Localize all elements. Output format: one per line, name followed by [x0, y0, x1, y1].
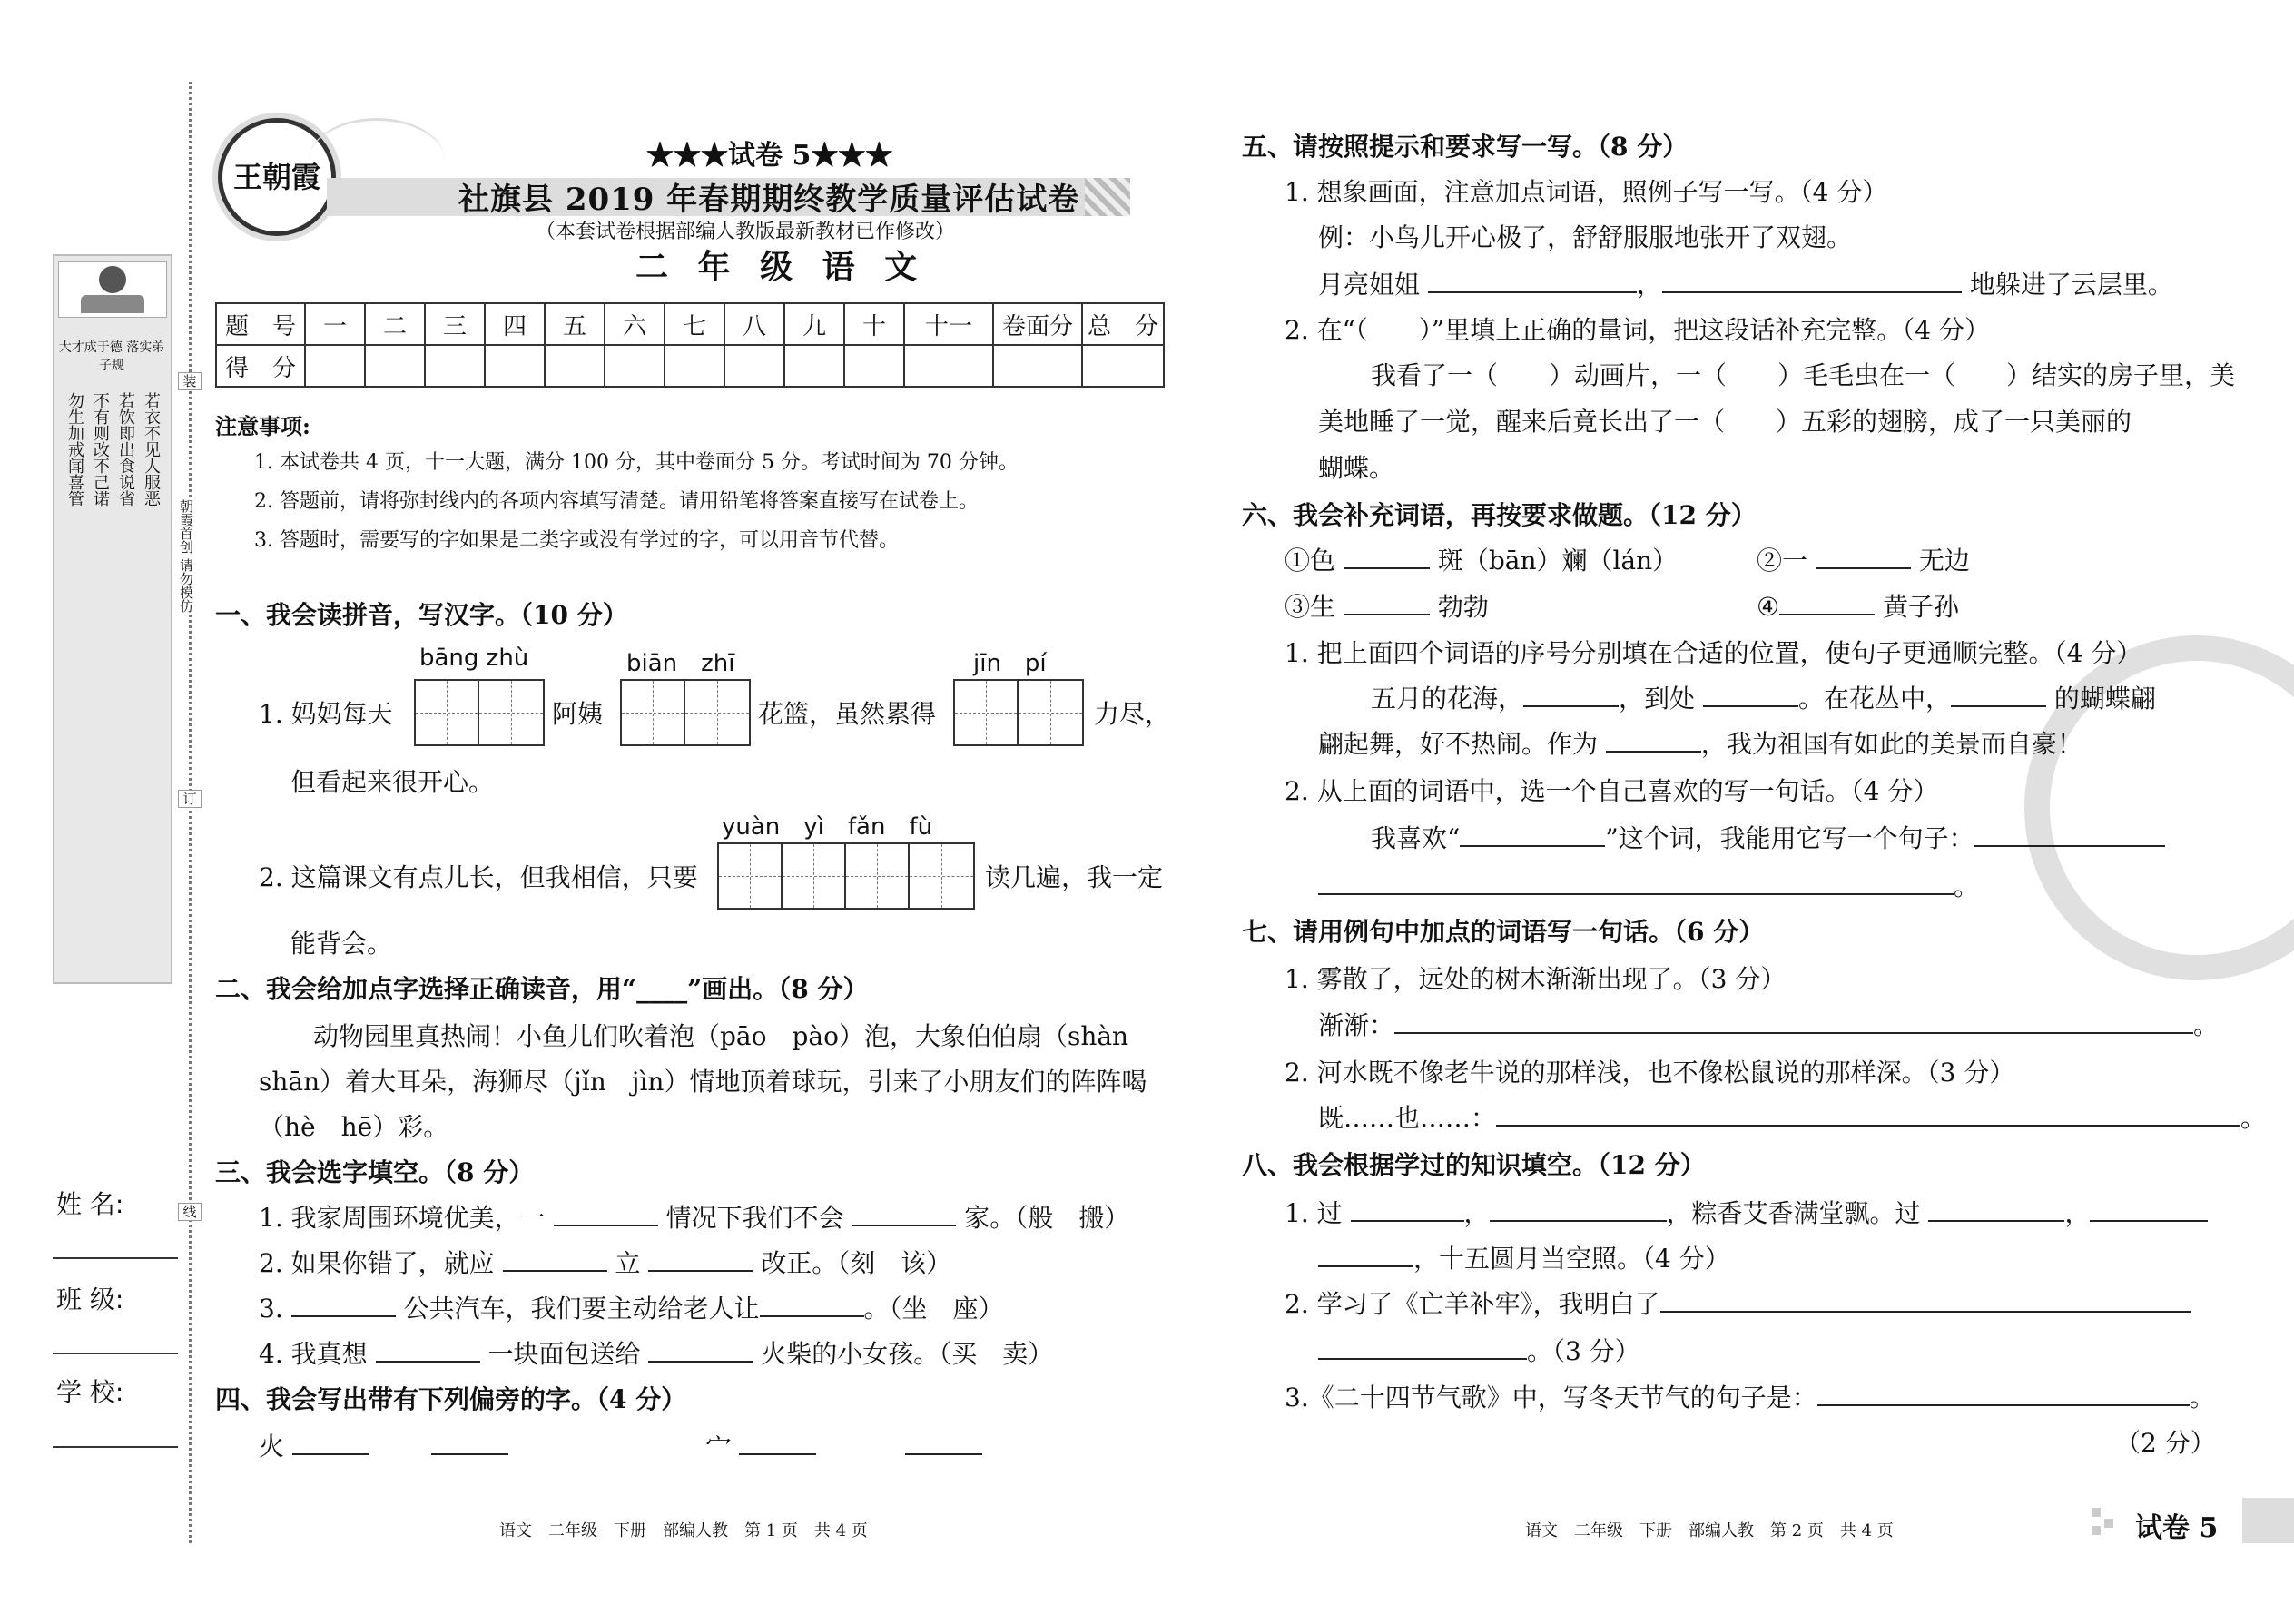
s3-q4: 4. 我真想 一块面包送给 火柴的小女孩。（买 卖） — [259, 1339, 1054, 1369]
note-item: 2. 答题前，请将弥封线内的各项内容填写清楚。请用铅笔将答案直接写在试卷上。 — [254, 490, 979, 513]
section-2-heading: 二、我会给加点字选择正确读音，用“____”画出。（8 分） — [215, 974, 869, 1004]
answer-blank[interactable] — [1606, 727, 1701, 753]
badge-decoration — [2088, 1502, 2124, 1539]
writing-grid[interactable] — [414, 679, 545, 746]
answer-blank[interactable] — [1460, 822, 1605, 847]
notes-title: 注意事项: — [215, 413, 310, 439]
motto-col: 若衣不见人服恶 — [142, 392, 161, 507]
answer-blank[interactable] — [1928, 1196, 2064, 1222]
score-row-label: 得 分 — [216, 345, 305, 387]
answer-blank[interactable] — [1523, 682, 1619, 707]
score-table — [215, 302, 1165, 388]
score-column-header: 六 — [605, 303, 665, 345]
score-cell[interactable] — [485, 345, 545, 387]
seal-cut-line — [189, 82, 192, 1543]
score-column-header: 九 — [784, 303, 844, 345]
motto-col: 不有则改不己诺 — [91, 392, 110, 507]
score-column-header: 总 分 — [1082, 303, 1164, 345]
score-column-header: 二 — [365, 303, 425, 345]
s7-q1: 1. 雾散了，远处的树木渐渐出现了。（3 分） — [1285, 964, 1787, 994]
s3-q3: 3. 公共汽车，我们要主动给老人让 。（坐 座） — [259, 1294, 1004, 1324]
s6-word-1: ①色 斑（bān）斓（lán） — [1285, 546, 1679, 576]
answer-blank[interactable] — [503, 1246, 607, 1272]
motto-col: 若饮即出食说省 — [116, 392, 135, 507]
s7-answer-1: 渐渐： 。 — [1318, 1010, 2220, 1040]
s6-paragraph: 翩起舞，好不热闹。作为 ，我为祖国有如此的美景而自豪！ — [1318, 729, 2082, 759]
score-cell[interactable] — [425, 345, 485, 387]
cut-mark: 订 — [178, 790, 202, 808]
s5-paragraph: 美地睡了一觉，醒来后竟长出了一（ ）五彩的翅膀，成了一只美丽的 — [1318, 407, 2132, 437]
section-3-heading: 三、我会选字填空。（8 分） — [215, 1157, 535, 1187]
score-cell[interactable] — [724, 345, 784, 387]
s6-word-3: ③生 勃勃 — [1285, 592, 1489, 622]
s5-moon-line: 月亮姐姐 ， 地躲进了云层里。 — [1318, 270, 2173, 300]
score-row-label: 题 号 — [216, 303, 305, 345]
title-band-pattern — [1085, 178, 1130, 216]
score-column-header: 四 — [485, 303, 545, 345]
note-item: 3. 答题时，需要写的字如果是二类字或没有学过的字，可以用音节代替。 — [254, 529, 899, 552]
answer-blank[interactable] — [1662, 268, 1962, 293]
exam-series-label: ★★★试卷 5★★★ — [646, 140, 893, 172]
score-column-header: 十一 — [904, 303, 993, 345]
score-cell[interactable] — [605, 345, 665, 387]
answer-blank[interactable] — [648, 1337, 753, 1363]
score-column-header: 八 — [724, 303, 784, 345]
score-column-header: 七 — [665, 303, 724, 345]
s5-example: 例：小鸟儿开心极了，舒舒服服地张开了双翅。 — [1318, 222, 1853, 252]
writing-grid[interactable] — [953, 679, 1084, 746]
answer-blank[interactable] — [431, 1430, 508, 1455]
s5-paragraph: 蝴蝶。 — [1318, 453, 1395, 483]
section-7-heading: 七、请用例句中加点的词语写一句话。（6 分） — [1242, 917, 1765, 947]
s8-q2: 2. 学习了《亡羊补牢》，我明白了 — [1285, 1284, 2191, 1321]
s7-q2: 2. 河水既不像老牛说的那样浅，也不像松鼠说的那样深。（3 分） — [1285, 1058, 2015, 1088]
answer-blank[interactable] — [1817, 1381, 2190, 1406]
s4-radical-row: 火 宀 — [259, 1427, 982, 1463]
answer-blank[interactable] — [905, 1430, 982, 1455]
score-cell[interactable] — [993, 345, 1082, 387]
s8-q1: 1. 过 ， ，粽香艾香满堂飘。过 ， — [1285, 1194, 2208, 1230]
name-label: 姓 名: — [56, 1189, 124, 1219]
binding-motto-panel — [53, 254, 172, 984]
answer-blank[interactable] — [1428, 268, 1637, 293]
name-field[interactable] — [53, 1257, 178, 1259]
vertical-notice: 朝霞首创 请勿模仿 — [178, 499, 194, 613]
scholar-illustration — [58, 261, 167, 318]
answer-blank[interactable] — [291, 1292, 396, 1317]
answer-blank[interactable] — [376, 1337, 480, 1363]
section-8-heading: 八、我会根据学过的知识填空。（12 分） — [1242, 1150, 1706, 1180]
s8-q3-score: （2 分） — [2115, 1428, 2216, 1458]
s7-answer-2: 既……也……： 。 — [1318, 1103, 2267, 1133]
answer-blank[interactable] — [1318, 1334, 1527, 1360]
s1-q2-text: 读几遍，我一定 — [985, 862, 1164, 892]
answer-blank[interactable] — [1974, 822, 2165, 847]
s6-q2: 2. 从上面的词语中，选一个自己喜欢的写一句话。（4 分） — [1285, 776, 1939, 806]
score-table-row — [216, 303, 1164, 345]
answer-blank[interactable] — [648, 1246, 753, 1272]
score-cell[interactable] — [365, 345, 425, 387]
badge-band — [2242, 1498, 2294, 1543]
cut-mark: 线 — [178, 1203, 202, 1221]
score-cell[interactable] — [904, 345, 993, 387]
score-cell[interactable] — [545, 345, 605, 387]
pinyin: yuàn yì fǎn fù — [722, 813, 933, 841]
answer-blank[interactable] — [1951, 682, 2046, 707]
exam-subject: 二 年 级 语 文 — [635, 248, 927, 286]
answer-blank[interactable] — [554, 1201, 658, 1226]
score-column-header: 卷面分 — [993, 303, 1082, 345]
answer-blank[interactable] — [1496, 1101, 2240, 1127]
class-label: 班 级: — [56, 1284, 124, 1314]
s1-q2-text: 能背会。 — [290, 929, 393, 959]
page-footer-right: 语文 二年级 下册 部编人教 第 2 页 共 4 页 — [1525, 1521, 1894, 1540]
s1-q2-text: 2. 这篇课文有点儿长，但我相信，只要 — [259, 862, 698, 892]
answer-blank[interactable] — [739, 1430, 816, 1455]
score-column-header: 十 — [844, 303, 904, 345]
section-4-heading: 四、我会写出带有下列偏旁的字。（4 分） — [215, 1384, 687, 1414]
answer-blank[interactable] — [1318, 870, 1954, 895]
pinyin: bāng zhù — [419, 645, 529, 672]
s6-q1: 1. 把上面四个词语的序号分别填在合适的位置，使句子更通顺完整。（4 分） — [1285, 638, 2142, 668]
s6-paragraph: 五月的花海， ，到处 。在花丛中， 的蝴蝶翩 — [1371, 684, 2156, 714]
school-field[interactable] — [53, 1446, 178, 1448]
s5-q2: 2. 在“（ ）”里填上正确的量词，把这段话补充完整。（4 分） — [1285, 315, 1990, 345]
s1-q1-text: 但看起来很开心。 — [290, 767, 495, 797]
answer-blank[interactable] — [1816, 544, 1911, 569]
answer-blank[interactable] — [1344, 544, 1430, 569]
answer-blank[interactable] — [292, 1430, 369, 1455]
writing-grid[interactable] — [620, 679, 751, 746]
s1-q1-text: 花篮，虽然累得 — [758, 699, 937, 729]
answer-blank[interactable] — [1344, 590, 1430, 615]
answer-blank[interactable] — [2090, 1196, 2208, 1222]
answer-blank[interactable] — [1394, 1009, 2193, 1034]
s1-q1-text: 力尽， — [1094, 699, 1171, 729]
answer-blank[interactable] — [852, 1201, 956, 1226]
s8-q1-cont: ，十五圆月当空照。（4 分） — [1318, 1239, 1730, 1275]
motto-top: 大才成于德 落实弟子规 — [58, 340, 165, 373]
s5-paragraph: 我看了一（ ）动画片，一（ ）毛毛虫在一（ ）结实的房子里，美 — [1371, 360, 2236, 390]
s1-q1-text: 阿姨 — [552, 699, 604, 729]
motto-col: 勿生加戒闻喜管 — [65, 392, 84, 507]
pinyin: jīn pí — [973, 650, 1047, 677]
s8-q2-cont: 。（3 分） — [1318, 1332, 1640, 1368]
writing-grid[interactable] — [717, 842, 975, 910]
answer-blank[interactable] — [1490, 1196, 1667, 1222]
motto-columns — [62, 392, 162, 973]
score-column-header: 一 — [305, 303, 365, 345]
answer-blank[interactable] — [760, 1292, 864, 1317]
answer-blank[interactable] — [1318, 1242, 1413, 1267]
score-cell[interactable] — [305, 345, 365, 387]
s6-sentence-line-2: 。 — [1318, 867, 1979, 903]
cut-mark: 装 — [178, 372, 202, 390]
score-cell[interactable] — [665, 345, 724, 387]
s8-q3: 3.《二十四节气歌》中，写冬天节气的句子是： 。 — [1285, 1383, 2215, 1412]
answer-blank[interactable] — [1779, 590, 1875, 615]
s3-q2: 2. 如果你错了，就应 立 改正。（刻 该） — [259, 1248, 952, 1278]
score-column-header: 五 — [545, 303, 605, 345]
s2-paragraph: （hè hē）彩。 — [259, 1112, 449, 1142]
pinyin: biān zhī — [626, 650, 735, 677]
score-cell[interactable] — [784, 345, 844, 387]
score-table-row — [216, 345, 1164, 387]
score-cell[interactable] — [1082, 345, 1164, 387]
exam-number-badge: 试卷 5 — [2135, 1512, 2219, 1544]
s6-sentence-line: 我喜欢“ ”这个词，我能用它写一个句子： — [1371, 819, 2165, 855]
class-field[interactable] — [53, 1353, 178, 1354]
s3-q1: 1. 我家周围环境优美，一 情况下我们不会 家。（般 搬） — [259, 1203, 1130, 1233]
section-6-heading: 六、我会补充词语，再按要求做题。（12 分） — [1242, 500, 1757, 530]
answer-blank[interactable] — [1660, 1287, 2191, 1313]
score-cell[interactable] — [844, 345, 904, 387]
s6-word-4: ④ 黄子孙 — [1757, 592, 1960, 622]
answer-blank[interactable] — [1703, 682, 1798, 707]
s6-word-2: ②一 无边 — [1757, 546, 1970, 576]
school-label: 学 校: — [56, 1377, 124, 1407]
answer-blank[interactable] — [1351, 1196, 1464, 1222]
s2-paragraph: 动物园里真热闹！小鱼儿们吹着泡（pāo pào）泡，大象伯伯扇（shàn — [313, 1021, 1129, 1051]
s2-paragraph: shān）着大耳朵，海狮尽（jǐn jìn）情地顶着球玩，引来了小朋友们的阵阵喝 — [259, 1067, 1147, 1097]
note-item: 1. 本试卷共 4 页，十一大题，满分 100 分，其中卷面分 5 分。考试时间为 70 分钟。 — [254, 451, 1019, 474]
section-1-heading: 一、我会读拼音，写汉字。（10 分） — [215, 600, 628, 630]
publisher-logo: 王朝霞 — [218, 118, 336, 236]
section-5-heading: 五、请按照提示和要求写一写。（8 分） — [1242, 132, 1689, 162]
s1-q1-text: 1. 妈妈每天 — [259, 699, 393, 729]
s5-q1: 1. 想象画面，注意加点词语，照例子写一写。（4 分） — [1285, 177, 1888, 207]
exam-subtitle: （本套试卷根据部编人教版最新教材已作修改） — [536, 221, 956, 243]
score-column-header: 三 — [425, 303, 485, 345]
exam-title: 社旗县 2019 年春期期终教学质量评估试卷 — [458, 182, 1080, 218]
page-footer-left: 语文 二年级 下册 部编人教 第 1 页 共 4 页 — [499, 1521, 868, 1540]
